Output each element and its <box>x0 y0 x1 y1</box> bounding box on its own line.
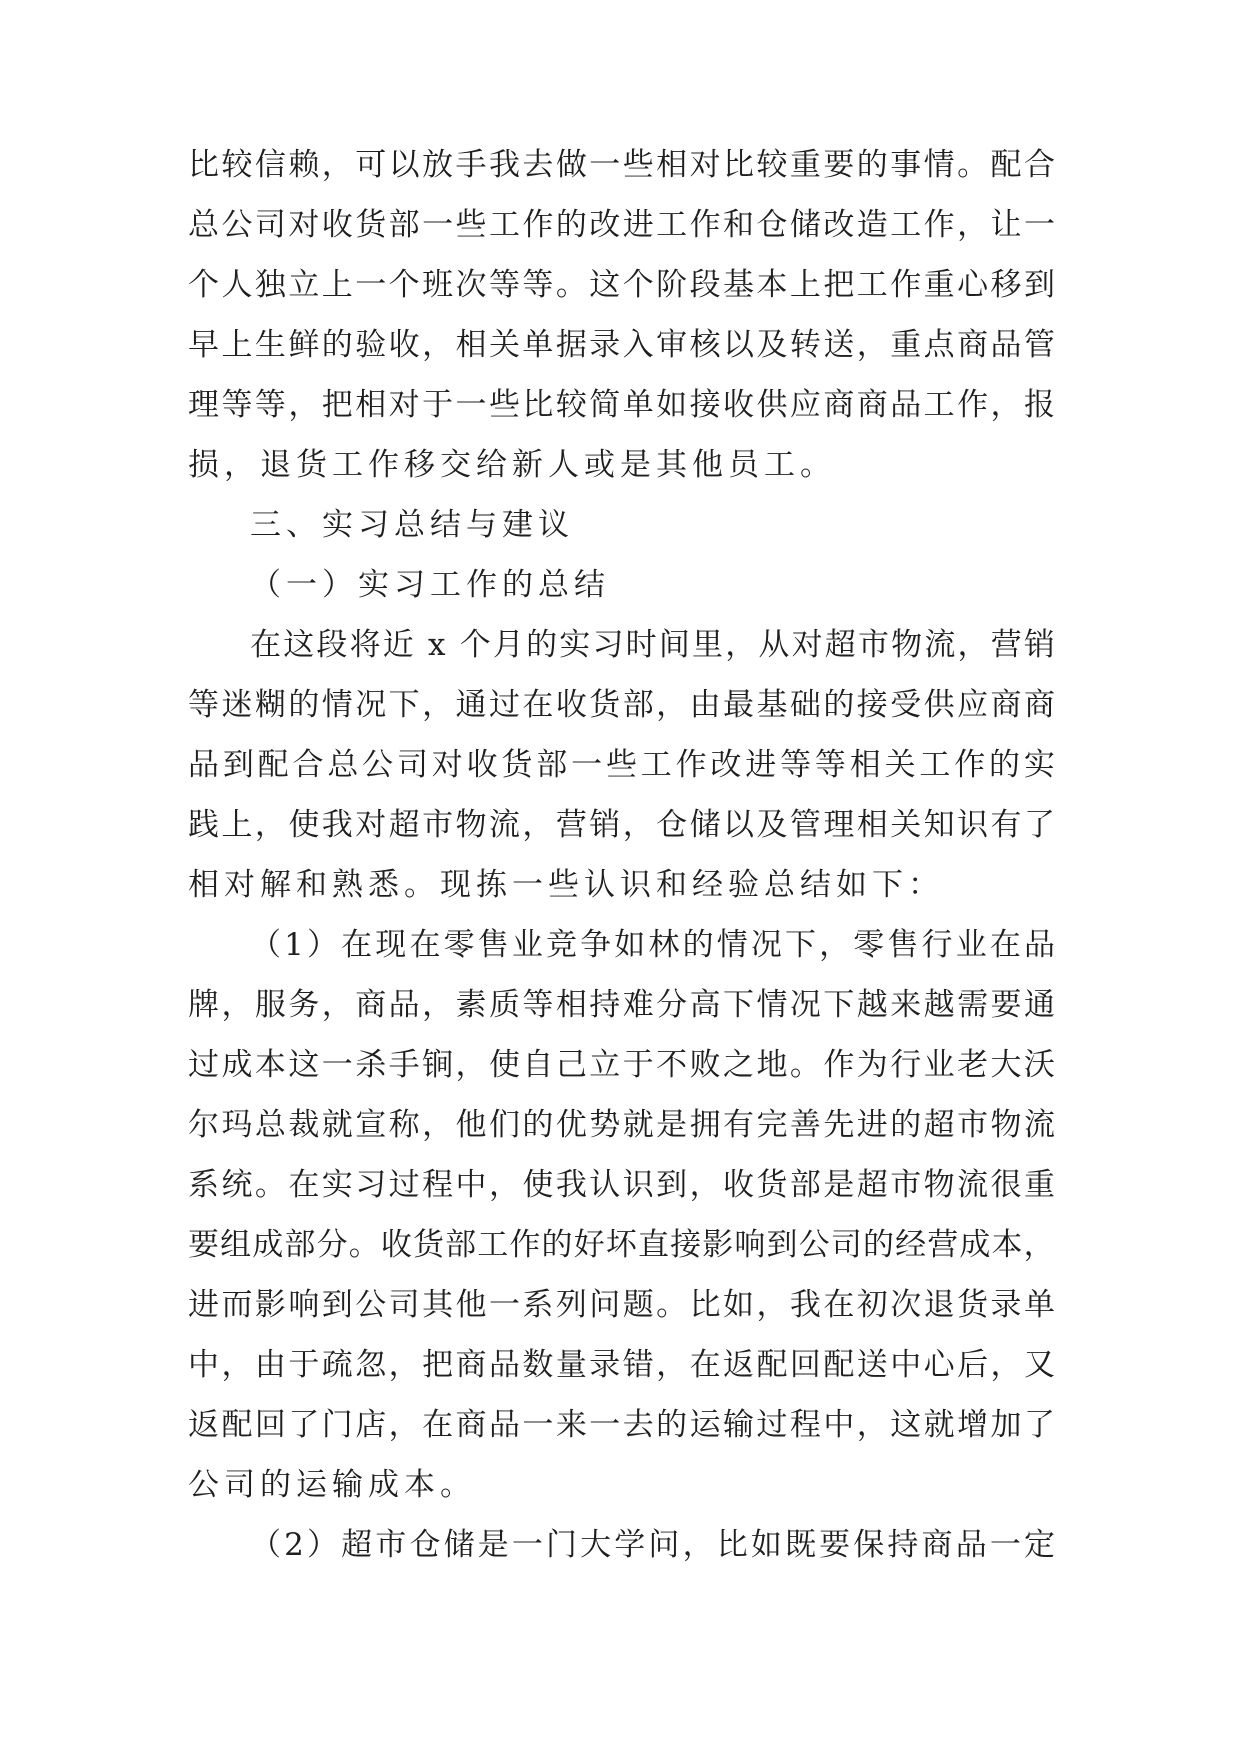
text-line: 理 等 等 ， 把 相 对 于 一 些 比 较 简 单 如 接 收 供 应 商 商 品 工 作 ， 报 <box>188 387 1055 423</box>
text-line: 要 组 成 部 分 。 收 货 部 工 作 的 好 坏 直 接 影 响 到 公 司 的 经 营 成 本 ， <box>188 1227 1055 1263</box>
text-line: 公司的运输成本。 <box>188 1467 476 1503</box>
text-line: 相对解和熟悉。现拣一些认识和经验总结如下： <box>188 867 944 903</box>
text-line: 牌 ， 服 务 ， 商 品 ， 素 质 等 相 持 难 分 高 下 情 况 下 越 来 越 需 要 通 <box>188 987 1055 1023</box>
text-line: 系 统 。 在 实 习 过 程 中 ， 使 我 认 识 到 ， 收 货 部 是 超 市 物 流 很 重 <box>188 1167 1055 1203</box>
text-line: 损，退货工作移交给新人或是其他员工。 <box>188 447 836 483</box>
text-line: 品 到 配 合 总 公 司 对 收 货 部 一 些 工 作 改 进 等 等 相 关 工 作 的 实 <box>188 747 1055 783</box>
text-line: 个 人 独 立 上 一 个 班 次 等 等 。 这 个 阶 段 基 本 上 把 工 作 重 心 移 到 <box>188 267 1055 303</box>
section-heading: 三、实习总结与建议 <box>250 507 574 543</box>
text-line: 过 成 本 这 一 杀 手 锏 ， 使 自 己 立 于 不 败 之 地 。 作 为 行 业 老 大 沃 <box>188 1047 1055 1083</box>
text-line: 尔 玛 总 裁 就 宣 称 ， 他 们 的 优 势 就 是 拥 有 完 善 先 进 的 超 市 物 流 <box>188 1107 1055 1143</box>
subsection-heading: （一）实习工作的总结 <box>250 567 610 603</box>
text-line: 进 而 影 响 到 公 司 其 他 一 系 列 问 题 。 比 如 ， 我 在 初 次 退 货 录 单 <box>188 1287 1055 1323</box>
text-line: 中 ， 由 于 疏 忽 ， 把 商 品 数 量 录 错 ， 在 返 配 回 配 送 中 心 后 ， 又 <box>188 1347 1055 1383</box>
text-line: 等 迷 糊 的 情 况 下 ， 通 过 在 收 货 部 ， 由 最 基 础 的 接 受 供 应 商 商 <box>188 687 1055 723</box>
text-line: 返 配 回 了 门 店 ， 在 商 品 一 来 一 去 的 运 输 过 程 中 ， 这 就 增 加 了 <box>188 1407 1055 1443</box>
text-line: 早 上 生 鲜 的 验 收 ， 相 关 单 据 录 入 审 核 以 及 转 送 ， 重 点 商 品 管 <box>188 327 1055 363</box>
text-line: 在 这 段 将 近 x 个 月 的 实 习 时 间 里 ， 从 对 超 市 物 流 ， 营 销 <box>250 627 1055 663</box>
text-line: 践 上 ， 使 我 对 超 市 物 流 ， 营 销 ， 仓 储 以 及 管 理 相 关 知 识 有 了 <box>188 807 1055 843</box>
text-line: 总 公 司 对 收 货 部 一 些 工 作 的 改 进 工 作 和 仓 储 改 造 工 作 ， 让 一 <box>188 207 1055 243</box>
text-line: （ 1 ） 在 现 在 零 售 业 竞 争 如 林 的 情 况 下 ， 零 售 行 业 在 品 <box>250 927 1055 963</box>
text-line: 比 较 信 赖 ， 可 以 放 手 我 去 做 一 些 相 对 比 较 重 要 的 事 情 。 配 合 <box>188 147 1055 183</box>
text-line: （ 2 ） 超 市 仓 储 是 一 门 大 学 问 ， 比 如 既 要 保 持 商 品 一 定 <box>250 1527 1055 1563</box>
